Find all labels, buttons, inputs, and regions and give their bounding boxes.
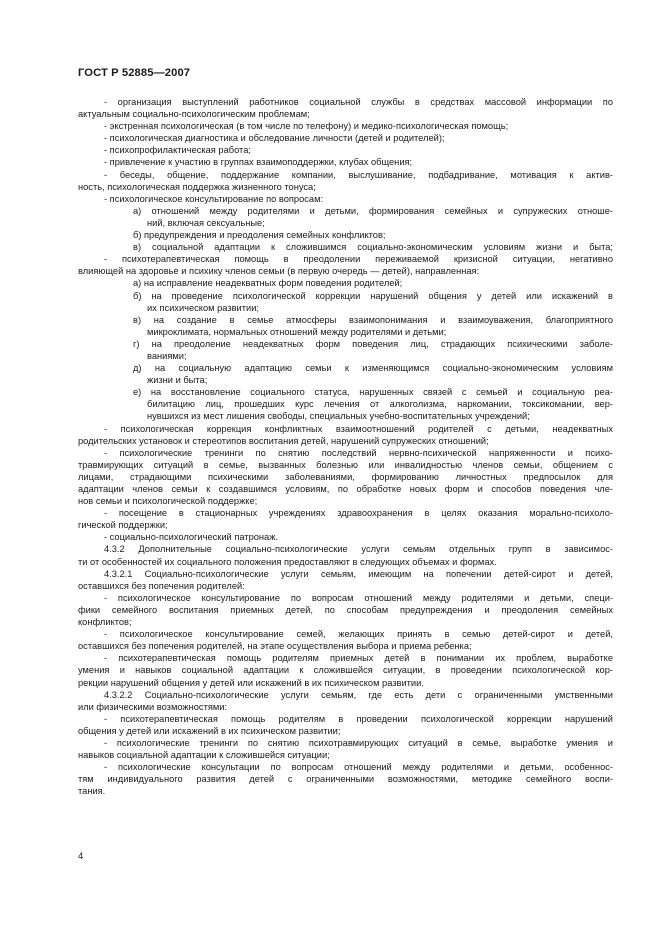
text-line: - психологическое консультирование семей, желающих принять в семью детей-сирот и детей, bbox=[104, 629, 613, 640]
text-line: их психическом развитии; bbox=[147, 302, 259, 313]
text-line: 4.3.2.2 Социально-психологические услуги семьям, где есть дети с ограниченными умственными bbox=[104, 689, 613, 700]
text-line: в) на создание в семье атмосферы взаимопонимания и взаимоуважения, благоприятного bbox=[133, 314, 613, 325]
text-line: тям индивидуального развития детей с ограниченными возможностями, методике семейного воспи- bbox=[78, 774, 613, 785]
text-line: травмирующих ситуаций в семье, вызванных болезнью или инвалидностью членов семьи, общением с bbox=[78, 459, 613, 470]
text-line: е) на восстановление социального статуса, нарушенных связей с семьей и социальную реа- bbox=[133, 387, 613, 398]
text-line: а) отношений между родителями и детьми, формирования семейных и супружеских отноше- bbox=[133, 205, 613, 216]
text-line: - психотерапевтическая помощь в преодолении переживаемой кризисной ситуации, негативно bbox=[104, 254, 613, 265]
document-header-title: ГОСТ Р 52885—2007 bbox=[78, 67, 191, 79]
text-line: - экстренная психологическая (в том числе по телефону) и медико-психологическая помощь; bbox=[104, 121, 509, 132]
text-line: навыков социальной адаптации к сложившейся ситуации; bbox=[78, 750, 330, 761]
text-line: - психологическое консультирование по вопросам отношений между родителями и детьми, специ- bbox=[104, 592, 613, 603]
text-line: жизни и быта; bbox=[147, 375, 208, 386]
text-line: ваниями; bbox=[147, 350, 187, 361]
text-line: общения у детей или искажений в их психическом развитии; bbox=[78, 725, 341, 736]
text-line: - психологические консультации по вопросам отношений между родителями и детьми, особеннос- bbox=[104, 762, 613, 773]
text-line: а) на исправление неадекватных форм поведения родителей; bbox=[133, 278, 403, 289]
document-body bbox=[78, 96, 613, 797]
text-line: актуальным социально-психологическим проблемам; bbox=[78, 109, 310, 120]
text-line: нувшихся из мест лишения свободы, специальных учебно-воспитательных учреждений; bbox=[147, 411, 530, 422]
text-line: рекции нарушений общения у детей или искажений в их психическом развитии. bbox=[78, 677, 424, 688]
text-line: - психологические тренинги по снятию последствий нервно-психической напряженности и психо- bbox=[104, 447, 613, 458]
text-line: тания. bbox=[78, 786, 106, 797]
text-line: 4.3.2 Дополнительные социально-психологические услуги семьям отдельных групп в зависимос- bbox=[104, 544, 613, 555]
text-line: - организация выступлений работников социальной службы в средствах массовой информации по bbox=[104, 97, 613, 107]
text-line: микроклимата, нормальных отношений между родителями и детьми; bbox=[147, 326, 447, 337]
text-line: влияющей на здоровье и психику членов семьи (в первую очередь — детей), направленная: bbox=[78, 266, 480, 277]
text-line: д) на социальную адаптацию семьи к изменяющимся социально-экономическим условиям bbox=[133, 363, 613, 374]
text-line: г) на преодоление неадекватных форм поведения лиц, страдающих психическими заболе- bbox=[133, 338, 613, 349]
text-line: фики семейного воспитания приемных детей, по способам предупреждения и преодоления семейных bbox=[78, 604, 613, 615]
text-line: - социально-психологический патронаж. bbox=[104, 532, 279, 543]
text-line: адаптации членов семьи к создавшимся условиям, по обработке новых форм и способов поведения чле- bbox=[78, 484, 613, 494]
text-line: ность, психологическая поддержка жизненного тонуса; bbox=[78, 181, 316, 192]
text-line: 4.3.2.1 Социально-психологические услуги семьям, имеющим на попечении детей-сирот и детей, bbox=[104, 568, 613, 579]
text-line: - психологическое консультирование по вопросам: bbox=[104, 193, 324, 204]
text-line: билитацию лиц, прошедших курс лечения от алкоголизма, наркомании, токсикомании, вер- bbox=[147, 399, 613, 410]
text-line: - психологическая коррекция конфликтных взаимоотношений родителей с детьми, неадекватных bbox=[104, 423, 613, 434]
text-line: б) предупреждения и преодоления семейных конфликтов; bbox=[133, 230, 386, 241]
text-line: - психопрофилактическая работа; bbox=[104, 145, 251, 156]
text-line: ний, включая сексуальные; bbox=[147, 217, 265, 228]
text-line: - психологическая диагностика и обследование личности (детей и родителей); bbox=[104, 133, 445, 144]
text-line: лицами, страдающими психическими заболеваниями, формированию личностных предпосылок для bbox=[78, 471, 613, 482]
text-line: - психотерапевтическая помощь родителям в проведении психологической коррекции нарушений bbox=[104, 713, 613, 724]
page-number: 4 bbox=[78, 851, 84, 862]
text-line: умения и навыков социальной адаптации к сложившейся ситуации, в проведении психологической кор- bbox=[78, 665, 613, 676]
text-line: - посещение в стационарных учреждениях здравоохранения в целях оказания морально-психоло- bbox=[104, 508, 613, 519]
text-line: родительских установок и стереотипов воспитания детей, нарушений супружеских отношений; bbox=[78, 435, 489, 446]
text-line: или физическими возможностями: bbox=[78, 701, 228, 712]
text-line: - психотерапевтическая помощь родителям приемных детей в понимании их проблем, выработке bbox=[104, 653, 613, 664]
text-line: нов семьи и психологической поддержке; bbox=[78, 496, 258, 507]
text-line: гической поддержки; bbox=[78, 520, 168, 531]
text-line: - беседы, общение, поддержание компании, выслушивание, подбадривание, мотивация к актив- bbox=[104, 169, 613, 180]
text-line: конфликтов; bbox=[78, 617, 132, 628]
text-line: ти от особенностей их социального положения предоставляют в следующих объемах и формах. bbox=[78, 556, 497, 567]
text-line: - психологические тренинги по снятию психотравмирующих ситуаций в семье, выработке умения и bbox=[104, 737, 613, 748]
text-line: оставшихся без попечения родителей: bbox=[78, 580, 245, 591]
text-line: в) социальной адаптации к сложившимся социально-экономическим условиям жизни и быта; bbox=[133, 242, 613, 253]
text-line: - привлечение к участию в группах взаимоподдержки, клубах общения; bbox=[104, 157, 413, 168]
text-line: оставшихся без попечения родителей, на этапе осуществления выбора и приема ребенка; bbox=[78, 641, 472, 652]
text-line: б) на проведение психологической коррекции нарушений общения у детей или искажений в bbox=[133, 290, 613, 301]
